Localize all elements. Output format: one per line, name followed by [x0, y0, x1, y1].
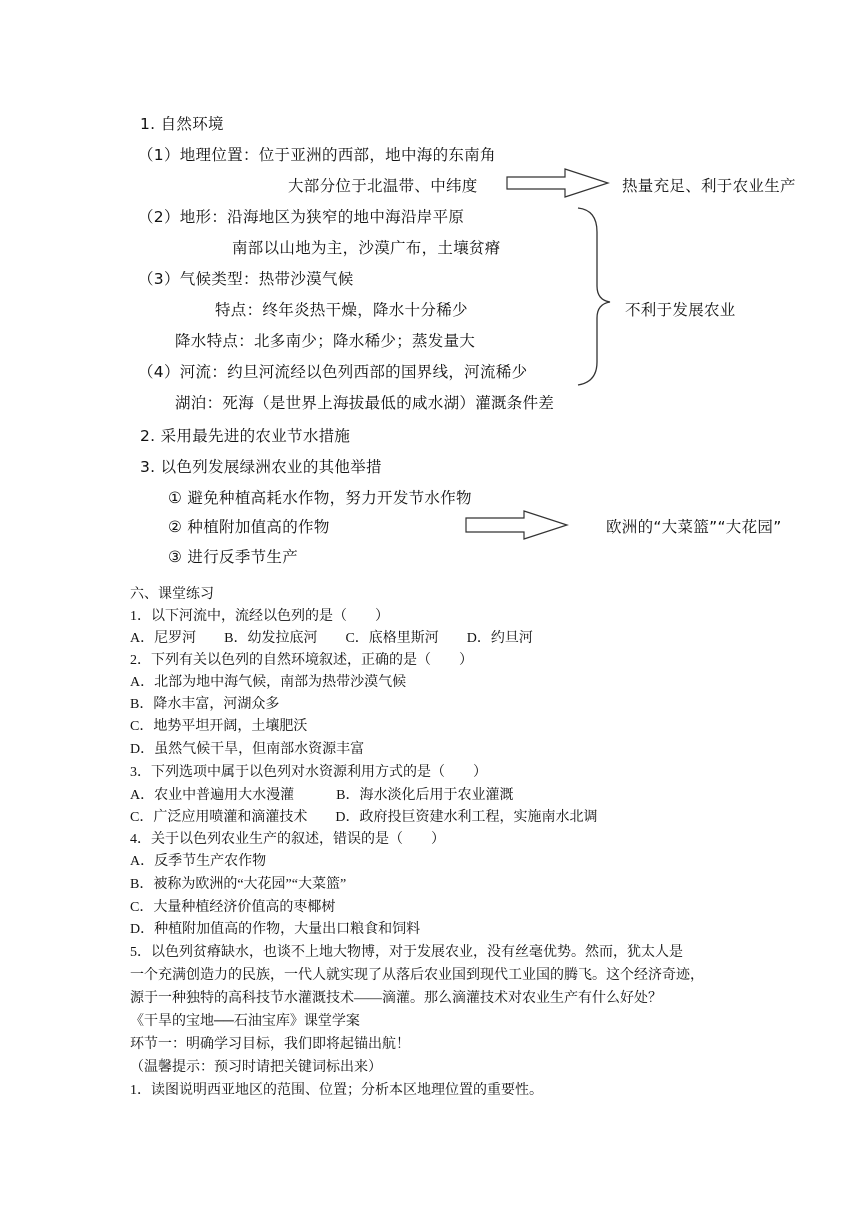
question-4-option-b: B．被称为欧洲的“大花园”“大菜篮”	[130, 877, 347, 892]
measure-1: ① 避免种植高耗水作物，努力开发节水作物	[168, 489, 472, 507]
question-1-options: A．尼罗河 B．幼发拉底河 C．底格里斯河 D．约旦河	[130, 631, 533, 646]
note-climate-feature: 特点：终年炎热干燥，降水十分稀少	[215, 301, 468, 319]
warm-tip: （温馨提示：预习时请把关键词标出来）	[130, 1060, 382, 1075]
measure-2: ② 种植附加值高的作物	[168, 518, 330, 536]
question-3-options-cd: C．广泛应用喷灌和滴灌技术 D．政府投巨资建水利工程，实施南水北调	[130, 810, 598, 825]
heading-other-measures: 3. 以色列发展绿洲农业的其他举措	[140, 458, 382, 476]
question-4-option-c: C．大量种植经济价值高的枣椰树	[130, 900, 336, 915]
question-5-line-2: 一个充满创造力的民族，一代人就实现了从落后农业国到现代工业国的腾飞。这个经济奇迹，	[130, 968, 704, 983]
result-europe-basket: 欧洲的“大菜篮”“大花园”	[606, 518, 782, 536]
curly-brace-icon	[578, 208, 610, 385]
arrow-right-icon-2	[466, 511, 567, 539]
question-4: 4．关于以色列农业生产的叙述，错误的是（ ）	[130, 832, 445, 847]
question-4-option-d: D．种植附加值高的作物，大量出口粮食和饲料	[130, 922, 421, 937]
note-geo-location: （1）地理位置：位于亚洲的西部，地中海的东南角	[138, 146, 496, 164]
segment-one: 环节一：明确学习目标，我们即将起锚出航！	[130, 1037, 410, 1052]
result-heat-sufficient: 热量充足、利于农业生产	[622, 177, 796, 195]
heading-natural-environment: 1. 自然环境	[140, 115, 224, 133]
question-3-options-ab: A．农业中普遍用大水漫灌 B．海水淡化后用于农业灌溉	[130, 788, 514, 803]
question-2-option-d: D．虽然气候干旱，但南部水资源丰富	[130, 742, 365, 757]
question-3: 3．下列选项中属于以色列对水资源利用方式的是（ ）	[130, 765, 487, 780]
result-unfavorable: 不利于发展农业	[625, 301, 736, 319]
exercise-title: 六、课堂练习	[130, 587, 214, 602]
measure-3: ③ 进行反季节生产	[168, 548, 299, 566]
question-5-line-3: 源于一种独特的高科技节水灌溉技术——滴灌。那么滴灌技术对农业生产有什么好处？	[130, 991, 662, 1006]
note-latitude: 大部分位于北温带、中纬度	[288, 177, 478, 195]
note-lake: 湖泊：死海（是世界上海拔最低的咸水湖）灌溉条件差	[175, 394, 555, 412]
worksheet-title: 《干旱的宝地──石油宝库》课堂学案	[130, 1014, 360, 1029]
note-precipitation: 降水特点：北多南少；降水稀少；蒸发量大	[175, 332, 476, 350]
question-2-option-c: C．地势平坦开阔，土壤肥沃	[130, 719, 308, 734]
note-terrain: （2）地形：沿海地区为狭窄的地中海沿岸平原	[138, 208, 465, 226]
arrow-right-icon-1	[507, 169, 608, 197]
note-river: （4）河流：约旦河流经以色列西部的国界线，河流稀少	[138, 363, 528, 381]
question-1: 1．以下河流中，流经以色列的是（ ）	[130, 609, 389, 624]
heading-water-saving: 2. 采用最先进的农业节水措施	[140, 427, 351, 445]
question-5-line-1: 5．以色列贫瘠缺水，也谈不上地大物博，对于发展农业，没有丝毫优势。然而，犹太人是	[130, 945, 683, 960]
question-4-option-a: A．反季节生产农作物	[130, 854, 267, 869]
question-2: 2．下列有关以色列的自然环境叙述，正确的是（ ）	[130, 653, 473, 668]
note-terrain-south: 南部以山地为主，沙漠广布，土壤贫瘠	[232, 239, 501, 257]
task-1: 1．读图说明西亚地区的范围、位置；分析本区地理位置的重要性。	[130, 1083, 543, 1098]
question-2-option-b: B．降水丰富，河湖众多	[130, 697, 280, 712]
note-climate-type: （3）气候类型：热带沙漠气候	[138, 270, 354, 288]
question-2-option-a: A．北部为地中海气候，南部为热带沙漠气候	[130, 675, 407, 690]
